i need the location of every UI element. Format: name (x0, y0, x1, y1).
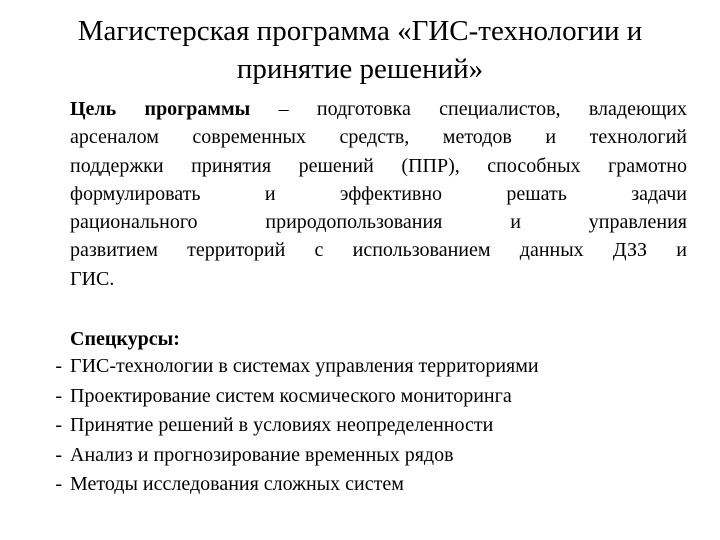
course-item-label: Проектирование систем космического мониторинга (70, 384, 512, 407)
goal-line-6: развитием территорий с использованием данных ДЗЗ и (70, 239, 687, 262)
slide-title-line-1: Магистерская программа «ГИС-технологии и (77, 15, 643, 47)
course-item-label: Анализ и прогнозирование временных рядов (70, 443, 454, 466)
courses-list (40, 352, 539, 500)
courses-heading: Спецкурсы: (70, 328, 180, 350)
course-item-label: Принятие решений в условиях неопределенности (70, 414, 494, 436)
slide-title-line-2: принятие решений» (236, 53, 484, 85)
course-item-label: Методы исследования сложных систем (70, 473, 404, 495)
dash-bullet-icon: - (55, 443, 62, 466)
goal-line-1-text: – подготовка специалистов, владеющих (250, 98, 687, 120)
slide-title (20, 12, 700, 88)
course-item-label: ГИС-технологии в системах управления территориями (70, 355, 539, 377)
dash-bullet-icon: - (55, 384, 62, 407)
course-item (40, 382, 539, 412)
course-item (40, 441, 539, 471)
course-item (40, 411, 539, 441)
course-item (40, 470, 539, 500)
goal-line-7: ГИС. (70, 267, 115, 290)
goal-line-5: рационального природопользования и управления (70, 211, 687, 234)
goal-line-1 (70, 95, 687, 123)
program-goal-paragraph (70, 95, 687, 293)
dash-bullet-icon: - (55, 473, 62, 495)
goal-label: Цель программы (70, 98, 251, 120)
goal-line-3: поддержки принятия решений (ППР), способных грамотно (70, 154, 687, 177)
course-item (40, 352, 539, 382)
goal-line-4: формулировать и эффективно решать задачи (70, 182, 687, 205)
dash-bullet-icon: - (55, 414, 62, 436)
dash-bullet-icon: - (55, 355, 62, 377)
goal-line-2: арсеналом современных средств, методов и технологий (70, 126, 687, 149)
